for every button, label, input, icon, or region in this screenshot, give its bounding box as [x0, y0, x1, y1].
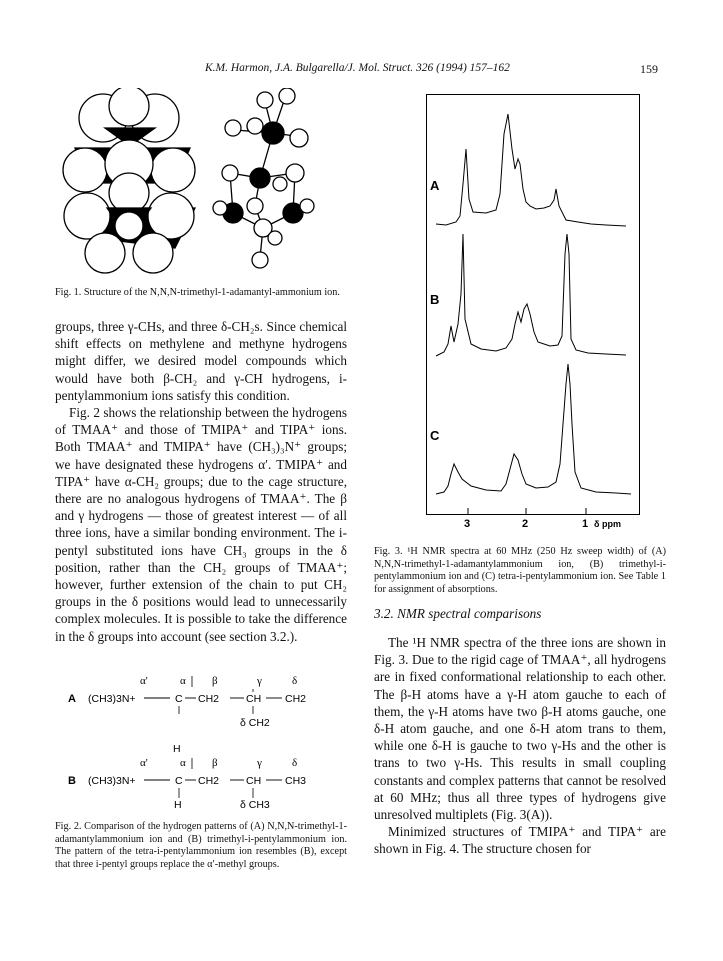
terminal-ch2: CH2 [285, 693, 307, 705]
spectrum-b-label: B [430, 292, 440, 307]
label-alpha: α [180, 675, 186, 687]
terminal-ch3: CH3 [285, 775, 307, 787]
delta-ch2: δ CH2 [240, 717, 270, 729]
head-group: (CH3)3N+ [88, 775, 136, 787]
label-beta: β [212, 675, 218, 687]
hydrogen-bottom: H [174, 799, 182, 811]
spectrum-a-label: A [430, 178, 440, 193]
label-alpha: α [180, 757, 186, 769]
label-gamma: γ [257, 757, 262, 769]
label-delta: δ [292, 757, 298, 769]
page-number: 159 [640, 62, 658, 76]
label-delta: δ [292, 675, 298, 687]
beta-ch2: CH2 [198, 693, 220, 705]
label-alpha-prime: α' [140, 757, 148, 769]
gamma-ch: CH [246, 775, 262, 787]
spectrum-b-trace [436, 234, 626, 356]
delta-ch3: δ CH3 [240, 799, 270, 811]
figure-3-caption: Fig. 3. ¹H NMR spectra at 60 MHz (250 Hz sweep width) of (A) N,N,N-trimethyl-1-adamantylammonium ion, (B) trimethyl-i-pentylammonium ion and (C) tetra-i-pentylammonium ion. See Table 1 for assignment of absorptions. [374, 546, 666, 595]
left-column-text [55, 318, 347, 645]
beta-ch2: CH2 [198, 775, 220, 787]
tick-label-3: 3 [464, 518, 471, 530]
paragraph: The ¹H NMR spectra of the three ions are shown in Fig. 3. Due to the rigid cage of TMAA⁺, all hydrogens are in fixed conformational relationship to each other. The β-H atoms have a γ-H atom gauche to each of them, the γ-H atoms have two β-H atoms gauche, one δ-H atom gauche, and one δ-H atom trans to them, while one δ-H is gauche to two γ-Hs and the other is trans to two γ-Hs. This results in small coupling constants and complex patterns that cannot be resolved at 60 MHz; thus all three types of hydrogens give unresolved multiplets (Fig. 3(A)). [374, 635, 666, 823]
spectrum-c-label: C [430, 428, 440, 443]
paragraph: Fig. 2 shows the relationship between the hydrogens of TMAA⁺ and those of TMIPA⁺ and TIPA⁺ ions. Both TMAA⁺ and TMIPA⁺ have (CH₃)₃N⁺ groups; we have designated these hydrogens α′. TMIPA⁺ and TIPA⁺ have α-CH₂ groups; due to the cage structure, there are no analogous hydrogens of TMAA⁺. The β and γ hydrogens — those of greatest interest — of all three ions, have a similar bonding environment. The i-pentyl substituted ions have CH₃ groups in the δ position, rather than the CH₂ groups of TMAA⁺; however, further extension of the chain to put CH₂ groups in the δ positions would lead to unnecessarily complex molecules. It is possible to take the difference in the δ groups into account (see section 3.2.). [55, 405, 347, 644]
running-head: K.M. Harmon, J.A. Bulgarella/J. Mol. Struct. 326 (1994) 157–162 [205, 62, 510, 74]
pattern-a [68, 675, 306, 729]
axis-unit: δ ppm [594, 519, 621, 529]
spectrum-a-trace [436, 114, 626, 226]
label-beta: β [212, 757, 218, 769]
paragraph: Minimized structures of TMIPA⁺ and TIPA⁺ are shown in Fig. 4. The structure chosen for [374, 824, 666, 857]
head-group: (CH3)3N+ [88, 693, 136, 705]
paragraph: groups, three γ-CHs, and three δ-CH₂s. Since chemical shift effects on methylene and methyne hydrogens might differ, we desired model compounds which would have both β-CH₂ and γ-CH hydrogens, i-pentylammonium ions satisfy this condition. [55, 319, 347, 403]
section-heading: 3.2. NMR spectral comparisons [374, 606, 542, 621]
tick-label-2: 2 [522, 518, 529, 530]
label-alpha-prime: α' [140, 675, 148, 687]
carbon-alpha: C [175, 775, 183, 787]
space-filling-model [63, 88, 195, 273]
carbon-alpha: C [175, 693, 183, 705]
hydrogen-top: H [173, 743, 181, 755]
label-b: B [68, 775, 76, 787]
right-column-text [374, 634, 666, 858]
figure-2-caption: Fig. 2. Comparison of the hydrogen patterns of (A) N,N,N-trimethyl-1-adamantylammonium ion and (B) trimethyl-i-pentylammonium ion. The pattern of the tetra-i-pentylammonium ion resembles (B), except that three i-pentyl groups replace the α′-methyl groups. [55, 821, 347, 870]
pattern-b [68, 743, 306, 811]
figure-1-molecular-models [55, 88, 355, 278]
label-a: A [68, 693, 76, 705]
tick-label-1: 1 [582, 518, 589, 530]
figure-2-hydrogen-patterns [60, 670, 350, 820]
spectrum-c-trace [436, 364, 631, 494]
figure-1-caption: Fig. 1. Structure of the N,N,N-trimethyl-1-adamantyl-ammonium ion. [55, 287, 340, 298]
label-gamma: γ [257, 675, 262, 687]
figure-3-nmr-spectra [426, 94, 640, 539]
gamma-ch: CH [246, 693, 262, 705]
ball-and-stick-model [213, 88, 314, 268]
